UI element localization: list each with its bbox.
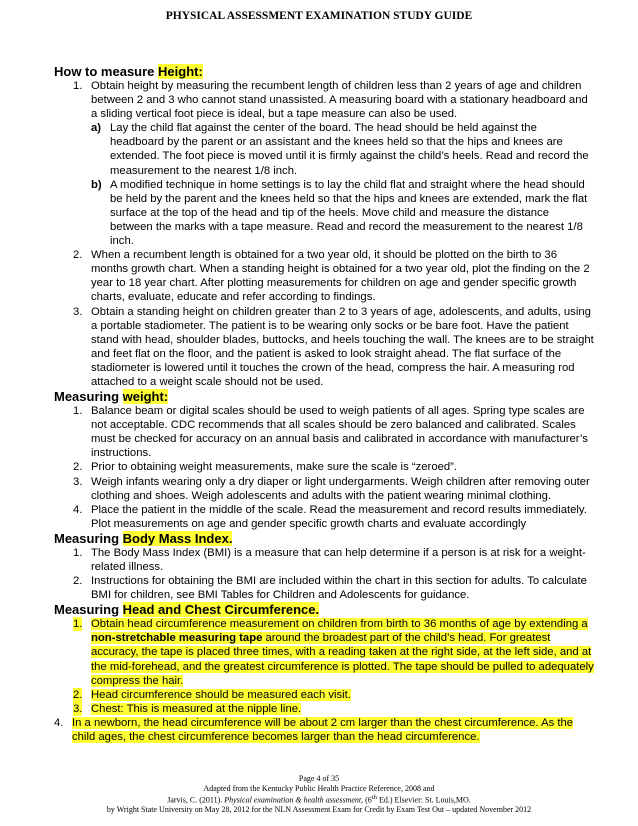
list-item: 1. Obtain height by measuring the recumbent length of children less than 2 years of age and children between 2 and 3 who cannot stand unassisted. A measuring board with a stationary headboard and a sliding vertical foot piece is ideal, but a tape measure can also be used.	[73, 80, 588, 121]
head-chest-list	[54, 617, 594, 716]
list-item: 2. Head circumference should be measured each visit.	[73, 688, 351, 701]
weight-heading-highlight: weight:	[122, 389, 169, 405]
list-item: 4. In a newborn, the head circumference will be about 2 cm larger than the chest circumference. As the child ages, the chest circumference becomes larger than the head circumference.	[54, 716, 574, 744]
list-subitem: a) Lay the child flat against the center of the board. The head should be held against the headboard by the parent or an assistant and the knees held so that the hips and knees are extended. The foot piece is moved until it is firmly against the child’s heels. Read and record the measurement to the nearest 1/8 inch.	[91, 122, 589, 177]
page-header: PHYSICAL ASSESSMENT EXAMINATION STUDY GUIDE	[165, 10, 473, 22]
page-number: Page 4 of 35	[298, 774, 340, 783]
list-item: 3. Chest: This is measured at the nipple line.	[73, 702, 302, 715]
footer-line-3: by Wright State University on May 28, 2012 for the NLN Assessment Exam for Credit by Exam Test Out – updated November 2012	[106, 805, 532, 815]
weight-heading	[54, 389, 594, 404]
list-item: 1. Balance beam or digital scales should be used to weigh patients of all ages. Spring type scales are not acceptable. CDC recommends that all scales should be zero balanced and calibrated. Scales must be checked for accuracy on an annual basis and calibrated in accordance with manufacturer’s instructions.	[73, 405, 588, 460]
list-item: 3. Weigh infants wearing only a dry diaper or light undergarments. Weigh children after removing outer clothing and shoes. Weigh adolescents and adults with the patient wearing minimal clothing.	[73, 475, 590, 502]
list-item: 1. Obtain head circumference measurement on children from birth to 36 months of age by extending a non-stretchable measuring tape around the broadest part of the child’s head. For greatest accuracy, the tape is placed three times, with a reading taken at the right side, at the left side, and at the mid-forehead, and the greatest circumference is plotted. The tape should be pulled to adequately compress the hair.	[73, 618, 594, 687]
list-item: 4. Place the patient in the middle of the scale. Read the measurement and record results immediately. Plot measurements on age and gender specific growth charts and evaluate accordingly	[73, 503, 587, 530]
bmi-heading-highlight: Body Mass Index.	[122, 530, 233, 546]
height-heading-prefix: How to measure	[54, 64, 159, 79]
list-item: 2. Instructions for obtaining the BMI are included within the chart in this section for adults. To calculate BMI for children, see BMI Tables for Children and Adolescents for guidance.	[73, 575, 587, 602]
head-chest-heading-prefix: Measuring	[54, 602, 123, 618]
list-item: 1. The Body Mass Index (BMI) is a measure that can help determine if a person is at risk for a weight-related illness.	[73, 546, 586, 573]
head-chest-heading	[54, 602, 594, 617]
list-subitem: b) A modified technique in home settings is to lay the child flat and straight where the head should be held by the parent and the knees held so that the hips and knees are extended, mark the flat surface at the top of the head and tip of the heels. Move child and measure the distance between the marks with a tape measure. Read and record the measurement to the nearest 1/8 inch.	[91, 178, 588, 248]
weight-list	[54, 404, 594, 531]
height-list	[54, 79, 594, 389]
weight-heading-prefix: Measuring	[54, 389, 123, 405]
footer-line-2: Jarvis, C. (2011). Physical examination & health assessment, (6th Ed.) Elsevier: St. Louis,MO.	[167, 794, 471, 805]
list-item: 2. Prior to obtaining weight measurements, make sure the scale is “zeroed”.	[73, 461, 458, 474]
page-footer	[0, 774, 638, 815]
height-heading-highlight: Height:	[158, 64, 203, 79]
height-heading	[54, 64, 594, 79]
head-chest-heading-highlight: Head and Chest Circumference.	[122, 602, 320, 618]
emphasis-text: non-stretchable measuring tape	[91, 632, 263, 645]
bmi-list	[54, 546, 594, 602]
list-item: 2. When a recumbent length is obtained for a two year old, it should be plotted on the birth to 36 months growth chart. When a standing height is obtained for a two year old, plot the finding on the 2 year to 18 year chart. After plotting measurements for children on age and gender specific growth charts, evaluate, educate and refer according to findings.	[73, 249, 590, 304]
bmi-heading	[54, 531, 594, 546]
bmi-heading-prefix: Measuring	[54, 530, 123, 546]
footer-line-1: Adapted from the Kentucky Public Health Practice Reference, 2008 and	[203, 783, 435, 793]
list-item: 3. Obtain a standing height on children greater than 2 to 3 years of age, adolescents, and adults, using a portable stadiometer. The patient is to be wearing only socks or be bare foot. Have the patient stand with head, shoulder blades, buttocks, and heels touching the wall. The knees are to be straight and feet flat on the floor, and the patient is asked to look straight ahead. The flat surface of the stadiometer is lowered until it touches the crown of the head, compress the hair. A measuring rod attached to a weight scale should not be used.	[73, 305, 594, 388]
document-body	[54, 64, 594, 744]
